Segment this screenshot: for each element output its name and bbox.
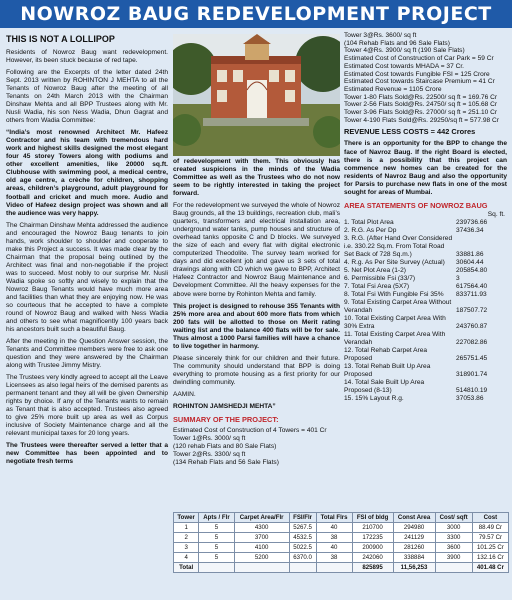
table-cell: 281260: [393, 543, 435, 553]
summary-line: (120 rehab Flats and 80 Sale Flats): [173, 443, 277, 450]
table-cell: 40: [316, 543, 352, 553]
table-header: Carpet Area/Flr: [234, 513, 289, 523]
area-label: 12. Total Rehab Carpet Area Proposed: [344, 347, 428, 363]
cost-line: Estimated Cost of Construction of Car Park = 59 Cr: [344, 55, 494, 63]
paragraph: Following are the Excerpts of the letter dated 24th Sept. 2013 written by ROHINTON J MEHTA to all the Tenants of Nowroz Baug after the meeting of all Tenants on 24th March 2013 with the Chairman Dinshaw Mehta and all BPP Trustees along with Mr. Nusli Wadia, his son Ness Wadia, Dhun Gagrat and others from Wadia Committee:: [6, 69, 168, 125]
tower-cost-table: [173, 512, 509, 573]
table-cell: [199, 563, 234, 573]
area-value: 33881.86: [456, 250, 484, 258]
table-cell: 6370.0: [289, 553, 316, 563]
area-value: 318901.74: [456, 371, 488, 379]
summary-line: (134 Rehab Flats and 56 Sale Flats): [173, 459, 279, 467]
table-cell: 338884: [393, 553, 435, 563]
table-cell: 172235: [352, 533, 393, 543]
paragraph: Please sincerely think for our children and their future. The community should understand that BPP is doing everything to promote housing as a first priority for our dwindling community.: [173, 354, 340, 386]
table-cell: [435, 563, 472, 573]
table-cell: 88.49 Cr: [472, 523, 508, 533]
paragraph: The Chairman Dinshaw Mehta addressed the audience and encouraged the Nowroz Baug tenants to join hands, work shoulder to shoulder and cooperate to make this Project a success. It was made clear by the Chairman that the proposal being outlined by the Architect was final and non-negotiable if the project was to succeed. Most nobly to our surprise Mr. Nusli Wadia spoke so softly and wisely to explain that the Nowroz Baug Tenants would have much more area and facilities than what they are enjoying now. He was so courteous that he accepted to have a complete round of Nowroz Baug and walked with Ness Wadia and others to see what magnificently 100 years back his ancestors built such a beautiful Baug.: [6, 221, 168, 333]
table-cell: 5200: [234, 553, 289, 563]
table-cell: 210700: [352, 523, 393, 533]
area-label: 13. Total Rehab Built Up Area Proposed: [344, 363, 431, 379]
area-value: 37053.86: [456, 395, 484, 403]
table-header: Apts / Flr: [199, 513, 234, 523]
table-cell: 3000: [435, 523, 472, 533]
table-cell: [234, 563, 289, 573]
table-cell: 5: [199, 533, 234, 543]
table-cell: 2: [174, 533, 199, 543]
cost-line: Estimated Cost towards MHADA = 37 Cr.: [344, 62, 465, 70]
area-value: 617564.40: [456, 283, 488, 290]
table-total-row: [174, 563, 509, 573]
paragraph-bold: The Trustees were thereafter served a letter that a new Committee has been appointed and to negotiate fresh terms: [6, 442, 168, 466]
area-value: 37436.34: [456, 226, 484, 234]
area-value: 227082.86: [456, 339, 488, 347]
table-header: FSI/Flr: [289, 513, 316, 523]
cost-line: Tower 4-190 Flats Sold@Rs. 29250/sq ft = 577.98 Cr: [344, 116, 499, 124]
table-header: Tower: [174, 513, 199, 523]
area-value: 187507.72: [456, 307, 488, 315]
table-row: [174, 533, 509, 543]
area-label: 15. 15% Layout R.g.: [344, 395, 404, 403]
area-label: 14. Total Sale Built Up Area Proposed (8-13): [344, 379, 425, 395]
table-cell: 5: [199, 523, 234, 533]
cost-line: Tower 3@Rs. 3600/ sq ft: [344, 32, 417, 39]
cost-line: Tower 3-96 Flats Sold@Rs. 27000/ sq ft = 251.10 Cr: [344, 109, 498, 117]
cost-line: Tower 1-80 Flats Sold@Rs. 22500/ sq ft = 169.76 Cr: [344, 93, 498, 101]
area-label: 5. Net Plot Area (1-2): [344, 266, 406, 274]
table-cell: 241129: [393, 533, 435, 543]
area-value: 265751.45: [456, 355, 488, 363]
table-cell: Total: [174, 563, 199, 573]
cost-line: Tower 4@Rs. 3900/ sq ft (190 Sale Flats): [344, 47, 465, 55]
table-cell: 401.48 Cr: [472, 563, 508, 573]
closing-aamin: AAMIN.: [173, 390, 196, 398]
table-cell: 38: [316, 533, 352, 543]
signature-name: ROHINTON JAMSHEDJI MEHTA”: [173, 402, 276, 410]
table-row: [174, 543, 509, 553]
table-cell: 5: [199, 543, 234, 553]
area-value: 3: [456, 274, 460, 282]
table-header: Cost/ sqft: [435, 513, 472, 523]
table-cell: 3600: [435, 543, 472, 553]
table-header: FSI of bldg: [352, 513, 393, 523]
paragraph: After the meeting in the Question Answer session, the Tenants and Committee members were free to ask one question and they were answered by the Chairman along with Trustee Jimmy Mistry.: [6, 338, 168, 370]
table-cell: 101.25 Cr: [472, 543, 508, 553]
revenue-less-costs: REVENUE LESS COSTS = 442 Crores: [344, 127, 476, 137]
table-cell: 3700: [234, 533, 289, 543]
table-cell: 40: [316, 523, 352, 533]
area-label: 10. Total Existing Carpet Area With 30% Extra: [344, 315, 446, 331]
table-cell: 5267.5: [289, 523, 316, 533]
paragraph-bold: of redevelopment with them. This obviously has created suspicions in the minds of the Wadia Committee as well as the Trustees who do not now seem to be rightly interested in taking the project forward.: [173, 158, 340, 198]
table-cell: 5: [199, 553, 234, 563]
paragraph-bold: This project is designed to rehouse 355 Tenants with 25% more area and about 600 more flats from which 200 fats will be allotted to those on Merit rating waiting list and the balance 400 flats will be for sale. Thus almost a 1000 Parsi families will have a chance to live together in harmony.: [173, 302, 340, 350]
table-header: Total Flrs: [316, 513, 352, 523]
area-label: 8. Total Fsi With Fungible Fsi 35%: [344, 291, 444, 299]
summary-line: Tower 1@Rs. 3000/ sq ft: [173, 434, 246, 442]
cost-line: Tower 2-56 Flats Sold@Rs. 24750/ sq ft = 105.68 Cr: [344, 101, 498, 109]
table-cell: 4532.5: [289, 533, 316, 543]
area-value: 239736.66: [456, 218, 488, 226]
area-value: 30604.44: [456, 258, 484, 266]
table-row: [174, 523, 509, 533]
table-cell: 79.57 Cr: [472, 533, 508, 543]
area-value: 243760.87: [456, 323, 488, 331]
area-value: 514810.19: [456, 387, 488, 395]
table-cell: 11,56,253: [393, 563, 435, 573]
section-heading: THIS IS NOT A LOLLIPOP: [6, 34, 115, 44]
table-cell: [316, 563, 352, 573]
area-label: 3. R.G. (After Hand Over Considered i.e. 330.22 Sq.m. From Total Road Set Back of 728 Sq.m.): [344, 234, 453, 258]
cost-line: Estimated Cost towards Staircase Premium = 41 Cr: [344, 78, 495, 86]
paragraph: Residents of Nowroz Baug want redevelopment. However, its been stuck because of red tape.: [6, 48, 168, 64]
table-cell: [289, 563, 316, 573]
table-cell: 200900: [352, 543, 393, 553]
area-statement-table: [344, 219, 507, 404]
area-label: 11. Total Existing Carpet Area With Verandah: [344, 331, 446, 347]
table-cell: 1: [174, 523, 199, 533]
table-cell: 825895: [352, 563, 393, 573]
area-label: 9. Total Existing Carpet Area Without Verandah: [344, 299, 452, 315]
column-left: [6, 34, 168, 471]
table-cell: 5022.5: [289, 543, 316, 553]
table-cell: 242060: [352, 553, 393, 563]
paragraph: For the redevelopment we surveyed the whole of Nowroz Baug grounds, all the 13 buildings, recreation club, mali’s quarters, transformers and electrical installation area, underground water tanks, pump houses and structure of overhead tanks opposite C and D blocks. We surveyed the size of each and every flat with digital electronic computerized Theodolite. The survey team worked for days and did excellent job and gave us 3 sets of total drawings along with CD which we gave to BPP, Architect Hafeez Contractor and Nowroz Baug Maintenance and Development Committee. All the heavy expenses for the above were borne by Rohinton Mehta and family.: [173, 202, 340, 298]
area-unit: Sq. ft.: [487, 210, 505, 218]
table-cell: 4300: [234, 523, 289, 533]
paragraph: The Trustees very kindly agreed to accept all the Leave Licensees as also legal heirs of the demised parents as permanent tenant and they all will be given Ownership rights by choice. If any of the Tenants wants to remain as Tenant that is also accepted. Trustees also agreed to give 25% more built up area as well as Corpus inclusive of Society Maintenance charge and all the relevant municipal taxes for 20 long years.: [6, 374, 169, 438]
area-label: 6. Permissible Fsi (33/7): [344, 274, 416, 282]
table-cell: 294980: [393, 523, 435, 533]
area-label: 7. Total Fsi Area (5X7): [344, 283, 410, 290]
cost-line: (104 Rehab Flats and 96 Sale Flats): [344, 39, 450, 47]
page-title: NOWROZ BAUG REDEVELOPMENT PROJECT: [0, 0, 512, 28]
paragraph-bold: “India’s most renowned Architect Mr. Hafeez Contractor and his team with tremendous hard work and highest skills designed the most elegant four 45 storey Towers along with podiums and other excellent amenities, like 20000 sq.ft. Clubhouse with swimming pool, a medical centre, old age centre, a crèche for children, shopping areas, children’s playground, adult playground for football and cricket and much more. Audio and Video of Hafeez design project was shown and all the audience was very happy.: [6, 129, 168, 217]
table-cell: 4: [174, 553, 199, 563]
cost-lines: [344, 32, 507, 124]
table-cell: 4100: [234, 543, 289, 553]
table-cell: 132.16 Cr: [472, 553, 508, 563]
area-value: 833711.93: [456, 291, 487, 299]
area-value: 205854.80: [456, 266, 488, 274]
table-cell: 3300: [435, 533, 472, 543]
table-row: [174, 553, 509, 563]
opportunity-paragraph: There is an opportunity for the BPP to change the face of Navroz Baug. If the right Board is elected, there is a possibility that this project can commence new homes can be created for the residents of Navroz Baug and also the opportunity for Parsis to purchase new flats in one of the most sought for areas of Mumbai.: [344, 140, 507, 196]
area-heading: AREA STATEMENTS OF NOWROZ BAUG: [344, 200, 488, 210]
cost-line: Estimated Revenue = 1105 Crore: [344, 85, 442, 93]
column-right: [344, 32, 507, 403]
table-cell: 3: [174, 543, 199, 553]
table-header: Cost: [472, 513, 508, 523]
summary-list: [173, 427, 340, 467]
area-label: 4. R.g. As Per Site Survey (Actual): [344, 258, 445, 266]
cost-line: Estimated Cost towards Fungible FSI = 125 Crore: [344, 70, 490, 78]
summary-heading: SUMMARY OF THE PROJECT:: [173, 414, 279, 424]
table-header: Const Area: [393, 513, 435, 523]
area-label: 2. R.G. As Per Dp: [344, 226, 397, 234]
area-label: 1. Total Plot Area: [344, 218, 394, 226]
table-cell: 3900: [435, 553, 472, 563]
building-photo: [173, 34, 340, 156]
column-middle: [173, 158, 340, 467]
summary-line: Tower 2@Rs. 3300/ sq ft: [173, 451, 246, 459]
summary-line: Estimated Cost of Construction of 4 Towers = 401 Cr: [173, 426, 327, 434]
table-header-row: [174, 513, 509, 523]
table-cell: 38: [316, 553, 352, 563]
